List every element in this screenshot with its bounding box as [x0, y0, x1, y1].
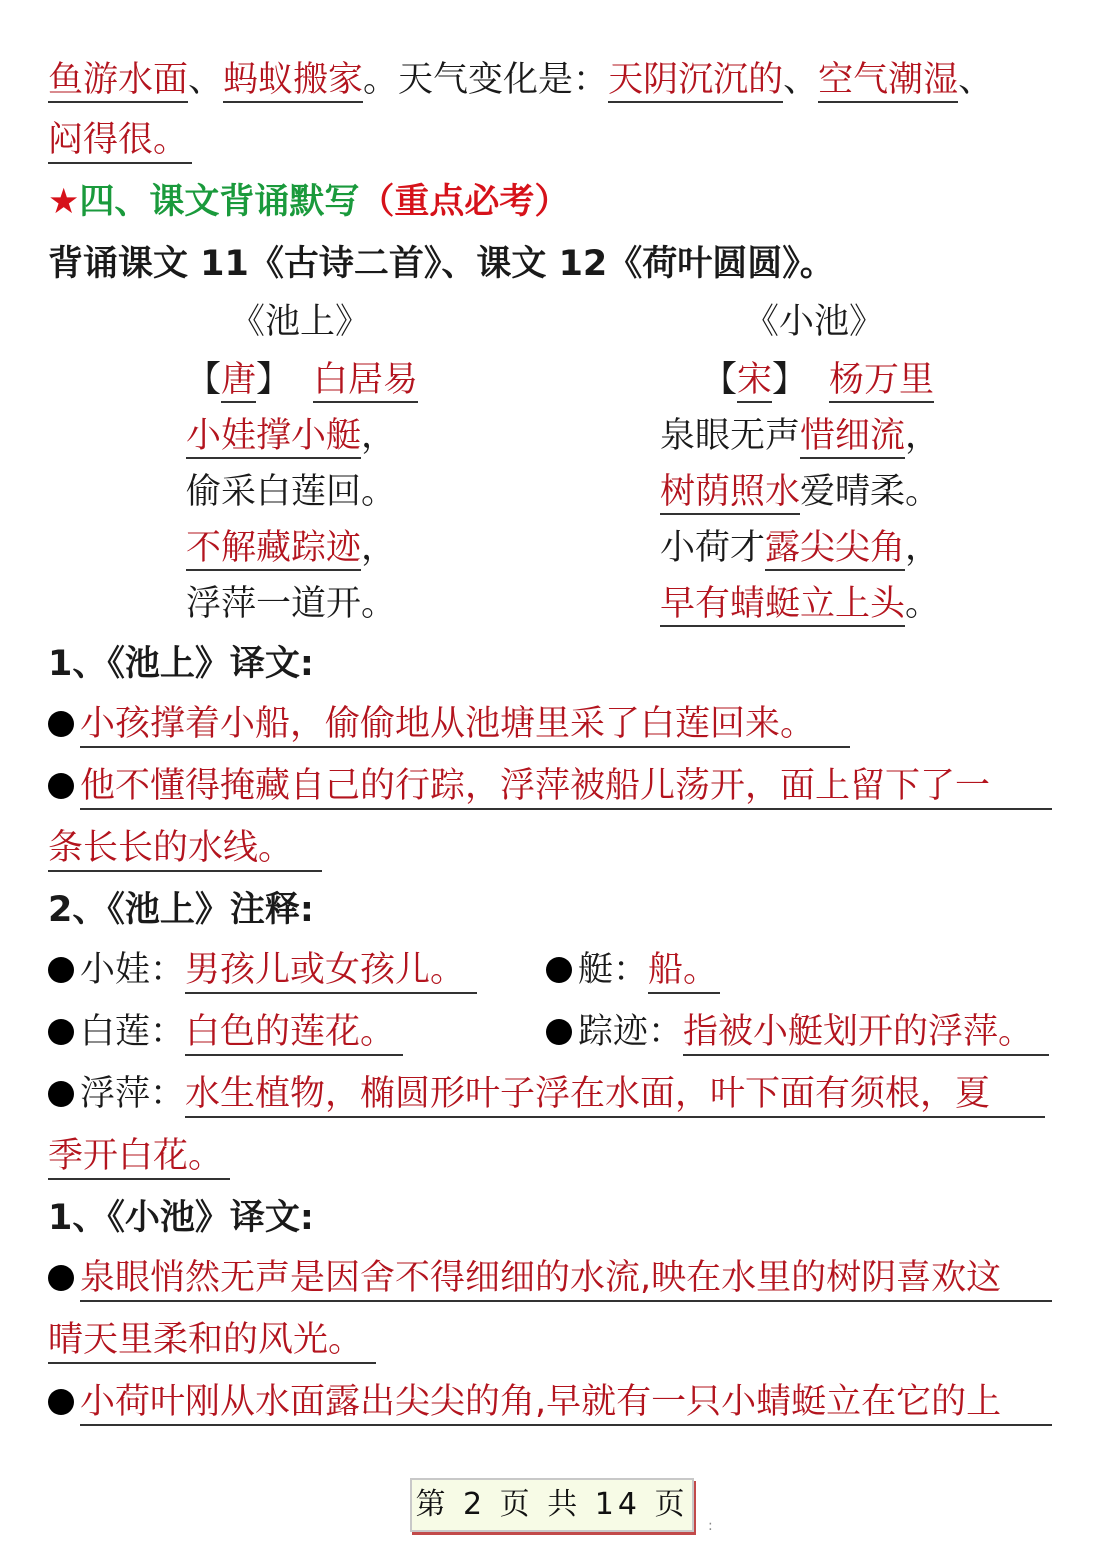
q1-answer-2a: 他不懂得掩藏自己的行踪，浮萍被船儿荡开，面上留下了一: [80, 764, 1052, 810]
bracket: 】: [256, 360, 292, 400]
separator: 、: [958, 60, 994, 100]
poem-fill: 小娃撑小艇: [186, 416, 361, 459]
section-emphasis: （重点必考）: [359, 182, 570, 222]
recite-instruction: 背诵课文 11《古诗二首》、课文 12《荷叶圆圆》。: [48, 244, 835, 284]
bullet-icon: [546, 957, 572, 983]
poem-fill: 惜细流: [800, 416, 905, 459]
note-answer: 指被小艇划开的浮萍。: [683, 1010, 1049, 1056]
q3-heading: 1、《小池》译文:: [48, 1198, 314, 1238]
poem-text: 爱晴柔。: [800, 472, 941, 512]
answer-fish: 鱼游水面: [48, 60, 188, 103]
bullet-icon: [48, 957, 74, 983]
q3-answer-2: 小荷叶刚从水面露出尖尖的角,早就有一只小蜻蜓立在它的上: [80, 1380, 1052, 1426]
poem2-dynasty: 宋: [737, 360, 772, 403]
bracket: 【: [702, 360, 738, 400]
poem1-line-4: 浮萍一道开。: [186, 584, 397, 624]
note-answer: 水生植物，椭圆形叶子浮在水面，叶下面有须根，夏: [185, 1072, 1045, 1118]
poem-fill: 露尖尖角: [765, 528, 905, 571]
poem-text: 小荷才: [660, 528, 766, 568]
section-title: 四、课文背诵默写: [79, 182, 360, 222]
poem1-author: 白居易: [313, 360, 418, 403]
page-number: 第 2 页 共 14 页: [410, 1478, 694, 1532]
bracket: 】: [772, 360, 808, 400]
note-label: 踪迹：: [578, 1012, 684, 1052]
bullet-icon: [48, 1019, 74, 1045]
bracket: 【: [186, 360, 222, 400]
answer-cloudy: 天阴沉沉的: [608, 60, 783, 103]
poem2-line-3: [660, 526, 940, 570]
poem-punct: 。: [905, 584, 941, 624]
q3-answer-1a: 泉眼悄然无声是因舍不得细细的水流,映在水里的树阴喜欢这: [80, 1256, 1052, 1302]
note-label: 浮萍：: [80, 1074, 186, 1114]
q2-heading: 2、《池上》注释:: [48, 890, 314, 930]
intro-line-2: [48, 118, 192, 164]
poem2-author-line: [702, 358, 934, 402]
poem-punct: ，: [361, 416, 397, 456]
note-label: 白莲：: [80, 1012, 186, 1052]
q3-answer-1b: 晴天里柔和的风光。: [48, 1318, 376, 1364]
q1-bullet-2-cont: [48, 826, 322, 872]
note-answer: 白色的莲花。: [185, 1010, 403, 1056]
q3-bullet-1: [48, 1256, 1052, 1302]
poem2-line-2: [660, 470, 940, 514]
q3-bullet-2: [48, 1380, 1052, 1426]
bullet-icon: [48, 773, 74, 799]
note-ting: [546, 948, 720, 994]
poem-fill: 早有蜻蜓立上头: [660, 584, 905, 627]
q1-bullet-1: [48, 702, 850, 748]
q1-answer-2b: 条长长的水线。: [48, 826, 322, 872]
separator: 、: [783, 60, 819, 100]
note-bailian: [48, 1010, 403, 1056]
q1-bullet-2: [48, 764, 1052, 810]
poem1-title: 《池上》: [230, 302, 371, 342]
separator: 、: [188, 60, 224, 100]
note-answer: 男孩儿或女孩儿。: [185, 948, 477, 994]
poem-punct: ，: [905, 416, 941, 456]
section-heading: [48, 180, 569, 224]
note-fuping-cont: [48, 1134, 230, 1180]
bullet-icon: [48, 1265, 74, 1291]
poem1-dynasty: 唐: [221, 360, 256, 403]
poem-fill: 不解藏踪迹: [186, 528, 361, 571]
poem1-line-1: [186, 414, 396, 458]
poem2-author: 杨万里: [829, 360, 934, 403]
poem-punct: ，: [361, 528, 397, 568]
poem2-line-1: [660, 414, 940, 458]
note-zongji: [546, 1010, 1049, 1056]
bullet-icon: [48, 1081, 74, 1107]
footer-mark: :: [708, 1518, 713, 1534]
note-label: 艇：: [578, 950, 649, 990]
answer-ants: 蚂蚁搬家: [223, 60, 363, 103]
note-answer: 船。: [648, 948, 720, 994]
note-xiaowa: [48, 948, 477, 994]
bullet-icon: [546, 1019, 572, 1045]
note-label: 小娃：: [80, 950, 186, 990]
note-answer: 季开白花。: [48, 1134, 230, 1180]
intro-text: 。天气变化是：: [363, 60, 609, 100]
bullet-icon: [48, 711, 74, 737]
answer-humid: 空气潮湿: [818, 60, 958, 103]
poem2-title: 《小池》: [744, 302, 885, 342]
note-fuping: [48, 1072, 1045, 1118]
intro-line-1: [48, 58, 993, 102]
poem1-line-2: 偷采白莲回。: [186, 472, 397, 512]
poem-fill: 树荫照水: [660, 472, 800, 515]
answer-stuffy: 闷得很。: [48, 118, 192, 164]
star-icon: ★: [48, 182, 80, 222]
bullet-icon: [48, 1389, 74, 1415]
poem1-author-line: [186, 358, 418, 402]
poem1-line-3: [186, 526, 396, 570]
q3-bullet-1-cont: [48, 1318, 376, 1364]
poem-punct: ，: [905, 528, 941, 568]
q1-answer-1: 小孩撑着小船，偷偷地从池塘里采了白莲回来。: [80, 702, 850, 748]
poem2-line-4: [660, 582, 940, 626]
poem-text: 泉眼无声: [660, 416, 801, 456]
q1-heading: 1、《池上》译文:: [48, 644, 314, 684]
